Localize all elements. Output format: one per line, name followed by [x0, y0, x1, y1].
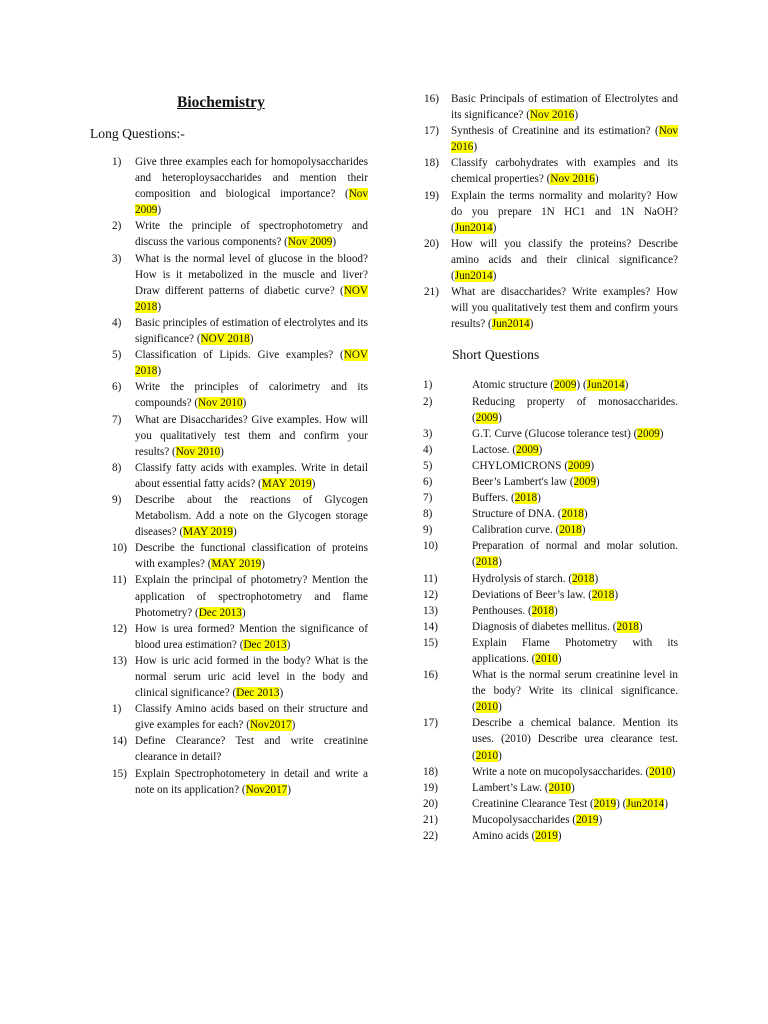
- question-number: 21): [424, 286, 439, 299]
- exam-date-highlight: 2009: [573, 475, 596, 488]
- question-text: Classify carbohydrates with examples and its chemical properties?: [451, 157, 678, 186]
- short-question-item: [423, 442, 678, 458]
- exam-date-highlight: NOV 2018: [135, 284, 368, 313]
- question-number: 18): [424, 157, 439, 170]
- short-question-item: [423, 587, 678, 603]
- long-question-item: [88, 460, 368, 492]
- question-number: 5): [423, 459, 433, 472]
- exam-date-highlight: 2019: [593, 797, 617, 810]
- left-column: [88, 94, 368, 798]
- long-question-item: [424, 236, 678, 284]
- exam-date-highlight: Jun2014: [626, 797, 665, 810]
- exam-date-highlight: 2018: [475, 556, 499, 569]
- long-question-item: [88, 766, 368, 798]
- question-text-block: Classify Amino acids based on their structure and give examples for each? (Nov2017): [135, 703, 368, 732]
- question-number: 12): [112, 622, 127, 635]
- exam-date-highlight: Dec 2013: [198, 606, 242, 619]
- question-text: How will you classify the proteins? Describe amino acids and their clinical significance?: [451, 237, 678, 266]
- exam-date-highlight: 2009: [637, 427, 660, 440]
- question-text: Lactose.: [472, 443, 510, 456]
- question-number: 17): [424, 125, 439, 138]
- exam-date-highlight: MAY 2019: [211, 558, 262, 571]
- exam-date-highlight: Nov2017: [245, 783, 288, 796]
- question-number: 11): [112, 574, 127, 587]
- question-text: Creatinine Clearance Test: [472, 797, 588, 810]
- exam-date-highlight: 2010: [475, 701, 499, 714]
- short-question-item: [423, 377, 678, 393]
- question-text-block: Lactose. (2009): [472, 443, 543, 456]
- exam-date-highlight: Nov 2016: [550, 173, 595, 186]
- question-number: 5): [112, 349, 122, 362]
- question-text: Mucopolysaccharides: [472, 813, 570, 826]
- question-number: 9): [112, 493, 122, 506]
- question-text: Write a note on mucopolysaccharides.: [472, 765, 643, 778]
- question-number: 1): [112, 703, 122, 716]
- short-question-item: [423, 667, 678, 715]
- question-text-block: Describe the functional classification of proteins with examples? (MAY 2019): [135, 542, 368, 571]
- question-number: 6): [112, 381, 122, 394]
- exam-date-highlight: 2018: [572, 572, 595, 585]
- exam-date-highlight: 2018: [559, 524, 582, 537]
- question-text: Structure of DNA.: [472, 508, 555, 521]
- question-text-block: Classify fatty acids with examples. Write in detail about essential fatty acids? (MAY 2019): [135, 461, 368, 490]
- short-question-item: [423, 812, 678, 828]
- question-text-block: Synthesis of Creatinine and its estimation? (Nov 2016): [451, 125, 679, 154]
- question-text-block: How will you classify the proteins? Describe amino acids and their clinical significance? (Jun2014): [451, 237, 678, 283]
- question-text-block: Lambert’s Law. (2010): [472, 781, 575, 794]
- exam-date-highlight: 2010: [548, 781, 572, 794]
- exam-date-highlight: 2010: [475, 749, 499, 762]
- question-text: How is urea formed? Mention the significance of blood urea estimation?: [135, 622, 368, 651]
- right-column: [424, 91, 678, 844]
- question-text-block: Deviations of Beer’s law. (2018): [472, 588, 619, 601]
- exam-date-highlight: Dec 2013: [236, 687, 280, 700]
- long-questions-list: [88, 154, 368, 798]
- question-text-block: Classify carbohydrates with examples and its chemical properties? (Nov 2016): [451, 157, 678, 186]
- question-number: 22): [423, 830, 438, 843]
- short-question-item: [423, 506, 678, 522]
- question-text-block: Basic Principals of estimation of Electrolytes and its significance? (Nov 2016): [451, 93, 678, 122]
- question-number: 15): [112, 767, 127, 780]
- question-number: 10): [423, 540, 438, 553]
- question-text-block: What are disaccharides? Write examples? How will you qualitatively test them and confirm yours results? (Jun2014): [451, 286, 678, 331]
- question-text-block: Calibration curve. (2018): [472, 524, 586, 537]
- question-text: Synthesis of Creatinine and its estimation?: [451, 125, 651, 138]
- question-text-block: Hydrolysis of starch. (2018): [472, 572, 599, 585]
- question-text: What are Disaccharides? Give examples. How will you qualitatively test them and confirm your results?: [135, 413, 368, 458]
- long-question-item: [88, 733, 368, 765]
- exam-date-highlight: Nov 2009: [135, 188, 368, 217]
- short-question-item: [423, 780, 678, 796]
- question-text: Reducing property of monosaccharides.: [472, 395, 678, 408]
- question-text-block: G.T. Curve (Glucose tolerance test) (2009): [472, 427, 664, 440]
- long-question-item: [88, 154, 368, 218]
- question-text: What is the normal level of glucose in the blood? How is it metabolized in the muscle and liver? Draw different patterns of diabetic curve?: [135, 252, 368, 297]
- question-text: Atomic structure: [472, 379, 548, 392]
- question-text: Penthouses.: [472, 604, 526, 617]
- question-text-block: Explain the principal of photometry? Mention the application of spectrophotometry and flame Photometry? (Dec 2013): [135, 574, 368, 619]
- short-question-item: [423, 796, 678, 812]
- question-text: How is uric acid formed in the body? What is the normal serum uric acid level in the body and clinical significance?: [135, 654, 368, 700]
- question-number: 16): [424, 93, 439, 105]
- long-question-item: [88, 701, 368, 733]
- question-text-block: How is uric acid formed in the body? What is the normal serum uric acid level in the body and clinical significance? (Dec 2013): [135, 654, 368, 700]
- question-text-block: Mucopolysaccharides (2019): [472, 813, 603, 826]
- question-text-block: Reducing property of monosaccharides. (2009): [472, 395, 678, 424]
- question-number: 13): [423, 604, 438, 617]
- question-text: What is the normal serum creatinine level in the body? Write its clinical significance.: [472, 669, 678, 698]
- long-question-item: [88, 492, 368, 540]
- exam-date-highlight: Nov2017: [249, 719, 292, 732]
- question-text-block: Classification of Lipids. Give examples? (NOV 2018): [135, 349, 368, 378]
- exam-date-highlight: 2018: [531, 604, 555, 617]
- short-question-item: [423, 522, 678, 538]
- question-text: Amino acids: [472, 830, 529, 843]
- question-text: Lambert’s Law.: [472, 781, 543, 794]
- short-question-item: [423, 619, 678, 635]
- exam-date-highlight: Jun2014: [454, 270, 493, 283]
- question-text: Classify fatty acids with examples. Write in detail about essential fatty acids?: [135, 461, 368, 490]
- question-text: Describe the functional classification of proteins with examples?: [135, 542, 368, 571]
- exam-date-highlight: 2018: [514, 492, 538, 505]
- short-question-item: [423, 490, 678, 506]
- question-text-block: Explain Spectrophotometery in detail and write a note on its application? (Nov2017): [135, 767, 368, 796]
- question-text-block: CHYLOMICRONS (2009): [472, 459, 595, 472]
- question-number: 20): [424, 237, 439, 250]
- short-question-item: [423, 426, 678, 442]
- question-text-block: Penthouses. (2018): [472, 604, 558, 617]
- question-text: Basic Principals of estimation of Electrolytes and its significance?: [451, 93, 678, 122]
- question-text: Basic principles of estimation of electrolytes and its significance?: [135, 316, 368, 346]
- question-number: 7): [423, 492, 433, 505]
- question-text-block: What is the normal serum creatinine level in the body? Write its clinical significance. (2010): [472, 669, 678, 714]
- short-question-item: [423, 458, 678, 474]
- question-text-block: Write the principle of spectrophotometry and discuss the various components? (Nov 2009): [135, 220, 368, 249]
- question-number: 3): [112, 252, 122, 265]
- question-text: Give three examples each for homopolysaccharides and heteroploysaccharides and mention their composition and biological importance?: [135, 156, 368, 201]
- question-number: 1): [423, 379, 433, 392]
- question-text-block: Write the principles of calorimetry and its compounds? (Nov 2010): [135, 381, 368, 410]
- exam-date-highlight: 2009: [568, 459, 591, 472]
- long-question-item: [424, 284, 678, 332]
- question-number: 6): [423, 475, 433, 488]
- exam-date-highlight: 2018: [616, 620, 639, 633]
- exam-date-highlight: 2009: [516, 443, 539, 456]
- question-text: Beer’s Lambert's law: [472, 475, 568, 488]
- exam-date-highlight: Jun2014: [586, 379, 625, 392]
- exam-date-highlight: Dec 2013: [243, 638, 287, 651]
- question-text: Describe a chemical balance. Mention its uses. (2010) Describe urea clearance test.: [472, 717, 678, 746]
- question-text-block: Creatinine Clearance Test (2019) (Jun2014): [472, 797, 669, 810]
- exam-date-highlight: 2019: [535, 830, 558, 843]
- question-text-block: How is urea formed? Mention the significance of blood urea estimation? (Dec 2013): [135, 622, 368, 651]
- question-text: Explain Flame Photometry with its applications.: [472, 636, 678, 665]
- question-text: Explain Spectrophotometery in detail and write a note on its application?: [135, 767, 368, 796]
- question-text: Calibration curve.: [472, 524, 553, 537]
- long-question-item: [88, 218, 368, 250]
- long-question-item: [88, 379, 368, 411]
- question-text: Buffers.: [472, 492, 509, 505]
- exam-date-highlight: 2009: [554, 379, 577, 392]
- question-text-block: Structure of DNA. (2018): [472, 508, 588, 521]
- exam-date-highlight: MAY 2019: [261, 477, 312, 490]
- question-number: 7): [112, 413, 122, 426]
- short-question-item: [423, 538, 678, 570]
- question-number: 18): [423, 765, 438, 778]
- question-number: 17): [423, 717, 438, 730]
- question-text-block: Basic principles of estimation of electrolytes and its significance? (NOV 2018): [135, 316, 368, 346]
- short-question-item: [423, 571, 678, 587]
- short-questions-heading: Short Questions: [452, 347, 540, 363]
- question-text-block: Buffers. (2018): [472, 492, 541, 505]
- question-number: 1): [112, 156, 122, 168]
- question-number: 8): [112, 461, 122, 474]
- exam-date-highlight: 2009: [475, 411, 499, 424]
- question-text: Hydrolysis of starch.: [472, 572, 566, 585]
- long-question-item: [88, 653, 368, 701]
- question-text-block: Atomic structure (2009) (Jun2014): [472, 379, 629, 392]
- question-text-block: Amino acids (2019): [472, 830, 562, 843]
- question-number: 15): [423, 636, 438, 649]
- question-text: Preparation of normal and molar solution.: [472, 540, 678, 553]
- question-text: Classification of Lipids. Give examples?: [135, 349, 334, 362]
- question-text-block: Diagnosis of diabetes mellitus. (2018): [472, 620, 643, 633]
- question-number: 16): [423, 669, 438, 682]
- question-text: Define Clearance? Test and write creatinine clearance in detail?: [135, 735, 368, 764]
- question-text-block: Give three examples each for homopolysaccharides and heteroploysaccharides and mention their composition and biological importance? (Nov 2009): [135, 156, 368, 217]
- question-text-block: Explain the terms normality and molarity? How do you prepare 1N HC1 and 1N NaOH? (Jun2014): [451, 189, 678, 234]
- long-question-item: [424, 188, 678, 236]
- question-number: 21): [423, 813, 438, 826]
- exam-date-highlight: Nov 2010: [175, 445, 221, 458]
- short-questions-list: [423, 377, 678, 844]
- exam-date-highlight: Nov 2016: [529, 109, 575, 122]
- exam-date-highlight: MAY 2019: [183, 526, 234, 539]
- long-question-item: [88, 621, 368, 653]
- question-text-block: Describe a chemical balance. Mention its uses. (2010) Describe urea clearance test. (2010): [472, 717, 678, 762]
- long-questions-list-continued: [424, 91, 678, 332]
- question-number: 19): [424, 189, 439, 202]
- question-number: 11): [423, 572, 438, 585]
- question-text: Classify Amino acids based on their structure and give examples for each?: [135, 703, 368, 732]
- exam-date-highlight: 2018: [591, 588, 615, 601]
- question-number: 8): [423, 508, 433, 521]
- long-question-item: [88, 347, 368, 379]
- question-text-block: Preparation of normal and molar solution. (2018): [472, 540, 678, 569]
- long-question-item: [424, 155, 678, 187]
- short-question-item: [423, 474, 678, 490]
- exam-date-highlight: 2010: [535, 653, 558, 665]
- question-text: Deviations of Beer’s law.: [472, 588, 586, 601]
- question-number: 12): [423, 588, 438, 601]
- question-text-block: What is the normal level of glucose in the blood? How is it metabolized in the muscle and liver? Draw different patterns of diabetic curve? (NOV 2018): [135, 252, 368, 313]
- exam-date-highlight: 2018: [561, 508, 584, 521]
- question-text-block: Describe about the reactions of Glycogen Metabolism. Add a note on the Glycogen storage diseases? (MAY 2019): [135, 493, 368, 539]
- short-question-item: [423, 715, 678, 763]
- exam-date-highlight: Jun2014: [491, 318, 530, 331]
- question-number: 9): [423, 524, 433, 537]
- question-number: 14): [423, 620, 438, 633]
- question-text-block: What are Disaccharides? Give examples. How will you qualitatively test them and confirm your results? (Nov 2010): [135, 413, 368, 458]
- document-title: Biochemistry: [177, 94, 265, 111]
- long-questions-heading: Long Questions:-: [90, 126, 185, 141]
- question-number: 10): [112, 542, 127, 555]
- question-number: 14): [112, 735, 127, 748]
- long-question-item: [424, 123, 678, 155]
- exam-date-highlight: Nov 2009: [287, 236, 333, 249]
- question-text: CHYLOMICRONS: [472, 459, 562, 472]
- question-text: Describe about the reactions of Glycogen Metabolism. Add a note on the Glycogen storage diseases?: [135, 493, 368, 539]
- long-question-item: [88, 572, 368, 620]
- question-text: Explain the principal of photometry? Mention the application of spectrophotometry and flame Photometry?: [135, 574, 368, 619]
- question-number: 20): [423, 797, 438, 810]
- long-question-item: [88, 251, 368, 315]
- question-number: 13): [112, 654, 127, 667]
- exam-date-highlight: Nov 2010: [198, 397, 243, 410]
- short-question-item: [423, 603, 678, 619]
- exam-date-highlight: 2010: [649, 765, 672, 778]
- question-text: What are disaccharides? Write examples? How will you qualitatively test them and confirm yours results?: [451, 286, 678, 331]
- long-question-item: [424, 91, 678, 123]
- question-number: 2): [423, 395, 433, 408]
- question-text: Explain the terms normality and molarity? How do you prepare 1N HC1 and 1N NaOH?: [451, 189, 678, 218]
- long-question-item: [88, 540, 368, 572]
- short-question-item: [423, 764, 678, 780]
- question-text-block: Write a note on mucopolysaccharides. (2010): [472, 765, 676, 778]
- question-number: 4): [112, 316, 122, 329]
- short-question-item: [423, 828, 678, 844]
- long-question-item: [88, 412, 368, 460]
- question-text: G.T. Curve (Glucose tolerance test): [472, 427, 631, 440]
- question-text: Write the principle of spectrophotometry and discuss the various components?: [135, 220, 368, 249]
- long-question-item: [88, 315, 368, 347]
- short-question-item: [423, 394, 678, 426]
- short-question-item: [423, 635, 678, 667]
- question-text-block: [135, 733, 368, 765]
- exam-date-highlight: NOV 2018: [135, 349, 368, 378]
- question-number: 4): [423, 443, 433, 456]
- exam-date-highlight: Nov 2016: [451, 125, 679, 154]
- question-text-block: Beer’s Lambert's law (2009): [472, 475, 600, 488]
- exam-date-highlight: NOV 2018: [200, 333, 250, 346]
- question-text-block: Explain Flame Photometry with its applications. (2010): [472, 636, 678, 665]
- question-text: Write the principles of calorimetry and its compounds?: [135, 381, 368, 410]
- exam-date-highlight: Jun2014: [454, 221, 493, 234]
- exam-date-highlight: 2019: [576, 813, 599, 826]
- question-number: 2): [112, 220, 122, 233]
- question-number: 19): [423, 781, 438, 794]
- question-number: 3): [423, 427, 433, 440]
- question-text: Diagnosis of diabetes mellitus.: [472, 620, 610, 633]
